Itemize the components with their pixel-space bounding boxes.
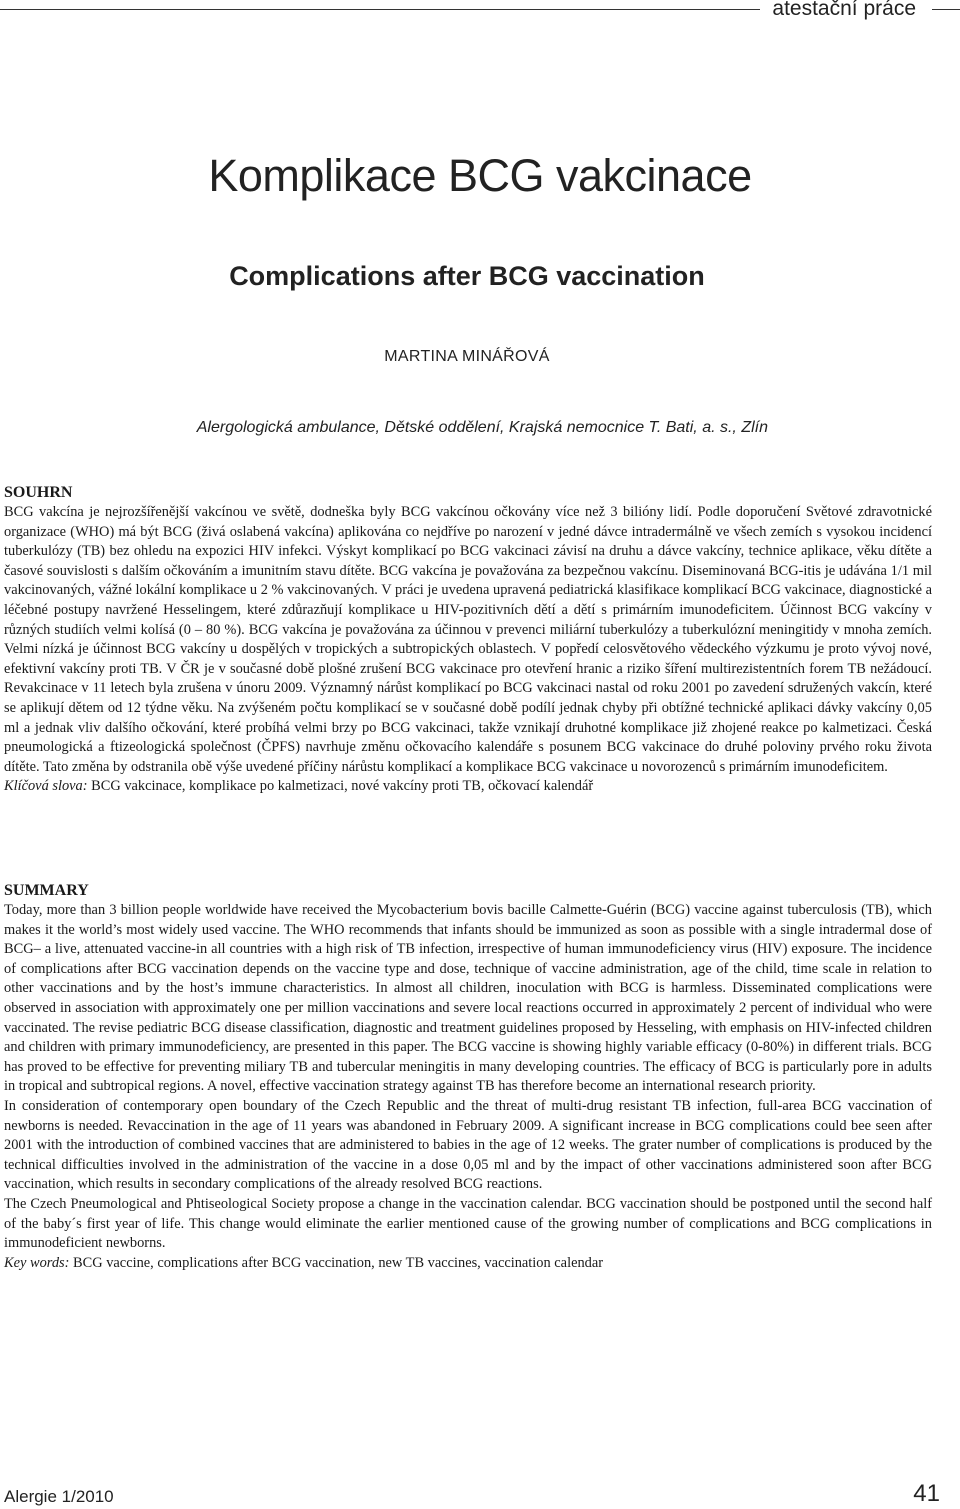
souhrn-heading: SOUHRN: [4, 484, 73, 501]
summary-keywords-value: BCG vaccine, complications after BCG vaccination, new TB vaccines, vaccination calendar: [73, 1254, 604, 1271]
souhrn-keywords: [4, 777, 932, 797]
summary-heading: SUMMARY: [4, 882, 89, 899]
affiliation: Alergologická ambulance, Dětské oddělení, Krajská nemocnice T. Bati, a. s., Zlín: [196, 419, 768, 436]
article-title: Komplikace BCG vakcinace: [208, 150, 752, 201]
header-rule: [0, 0, 760, 10]
journal-issue: Alergie 1/2010: [4, 1487, 114, 1506]
souhrn-keywords-label: Klíčová slova:: [4, 778, 88, 795]
author: MARTINA MINÁŘOVÁ: [384, 348, 550, 365]
summary-paragraph-3: The Czech Pneumological and Phtiseological Society propose a change in the vaccination calendar. BCG vaccination should be postponed until the second half of the baby´s first year of life. This change would eliminate the earlier mentioned cause of the growing number of complications and BCG complications in immunodeficient newborns.: [4, 1195, 932, 1252]
header-rule-right: [932, 0, 960, 10]
souhrn-text: BCG vakcína je nejrozšířenější vakcínou ve světě, dodneška byly BCG vakcínou očkovány více než 3 bilióny lidí. Podle doporučení Světové zdravotnické organizace (WHO) má být BCG (živá oslabená vakcína) aplikována co nejdříve po narození v jedné dávce intradermálně ve všech zemích s vysokou incidencí tuberkulózy (TB) bez ohledu na expozici HIV infekci. Výskyt komplikací po BCG vakcinaci závisí na druhu a dávce vakcíny, technice aplikace, věku dítěte a časové souvislosti s dalším očkováním a imunitním stavu dítěte. BCG vakcína je považována za bezpečnou vakcínu. Diseminovaná BCG-itis je udávána 1/1 mil vakcinovaných, vážné lokální komplikace u 2 % vakcinovaných. V práci je uvedena upravená pediatrická klasifikace komplikací BCG vakcinace, diagnostické a léčebné postupy navržené Hesselingem, které zdůrazňují komplikace u HIV-pozitivních dětí a dětí s primárním imunodeficitem. Účinnost BCG vakcíny v různých studiích velmi kolísá (0 – 80 %). BCG vakcína je považována za účinnou v prevenci miliární tuberkulózy a tuberkulózní meningitidy v mnoha zemích. Velmi nízká je účinnost BCG vakcíny u dospělých v tropických a subtropických oblastech. V popředí celosvětového vědeckého výzkumu je proto vývoj nové, efektivní vakcíny proti TB. V ČR je v současné době plošné zrušení BCG vakcinace pro otevření hranic a riziko šíření multirezistentních forem TB nežádoucí. Revakcinace v 11 letech byla zrušena v únoru 2009. Významný nárůst komplikací po BCG vakcinaci nastal od roku 2001 po zavedení sdružených vakcín, které se aplikují dětem od 12 týdne věku. Na zvýšeném počtu komplikací se v současné době podílí jednak chyby při obtížné technické aplikaci dávky vakcíny 0,05 ml a jednak vliv dalšího očkování, které probíhá velmi brzy po BCG vakcinaci, takže vznikají druhotné komplikace již zhojené reakce po kalmetizaci. Česká pneumologická a ftizeologická společnost (ČPFS) navrhuje změnu očkovacího kalendáře s posunem BCG vakcinace do druhé poloviny prvého roku života dítěte. Tato změna by odstranila obě výše uvedené příčiny nárůstu komplikací a komplikace BCG vakcinace u novorozenců s primárním imunodeficitem.: [4, 504, 932, 775]
page-number: 41: [913, 1480, 940, 1507]
summary-paragraph-1: Today, more than 3 billion people worldwide have received the Mycobacterium bovis bacille Calmette-Guérin (BCG) vaccine against tuberculosis (TB), which makes it the world’s most widely used vaccine. The WHO recommends that infants should be immunized as soon as possible with a single intradermal dose of BCG– a live, attenuated vaccine-in all countries with a high risk of TB infection, irrespective of human immunodeficiency virus (HIV) exposure. The incidence of complications after BCG vaccination depends on the vaccine type and dose, technique of vaccine administration, age of the child, time scale in relation to other vaccinations and by the host’s immune characteristics. In almost all children, inoculation with BCG is harmless. Disseminated complications were observed in association with approximately one per million vaccinations and severe local reactions occurred in approximately 2 percent of individual who were vaccinated. The revise pediatric BCG disease classification, diagnostic and treatment guidelines proposed by Hesseling, with emphasis on HIV-infected children and children with primary immunodeficiency, are presented in this paper. The BCG vaccine is showing highly variable efficacy (0-80%) in different trials. BCG has proved to be effective for preventing miliary TB and tubercular meningitis in many developing countries. The efficacy of BCG is particularly pore in adults in tropical and subtropical regions. A novel, effective vaccination strategy against TB has therefore become an international research priority.: [4, 902, 932, 1095]
section-label: atestační práce: [772, 0, 916, 20]
souhrn-section: [4, 482, 932, 797]
summary-section: [4, 880, 932, 1273]
summary-keywords-label: Key words:: [4, 1254, 70, 1271]
summary-keywords: [4, 1254, 932, 1274]
summary-paragraph-2: In consideration of contemporary open boundary of the Czech Republic and the threat of multi-drug resistant TB infection, full-area BCG vaccination of newborns is needed. Revaccination in the age of 11 years was abandoned in February 2009. A significant increase in BCG complications could bee seen after 2001 with the introduction of combined vaccines that are administered to babies in the age of 12 weeks. The grater number of complications is produced by the technical difficulties involved in the administration of the vaccine in a dose 0,05 ml and by the impact of other vaccinations administered soon after BCG vaccination, which results in secondary complications of the already resolved BCG reactions.: [4, 1097, 932, 1193]
article-subtitle: Complications after BCG vaccination: [229, 261, 705, 291]
souhrn-keywords-value: BCG vakcinace, komplikace po kalmetizaci, nové vakcíny proti TB, očkovací kalendář: [91, 778, 594, 795]
